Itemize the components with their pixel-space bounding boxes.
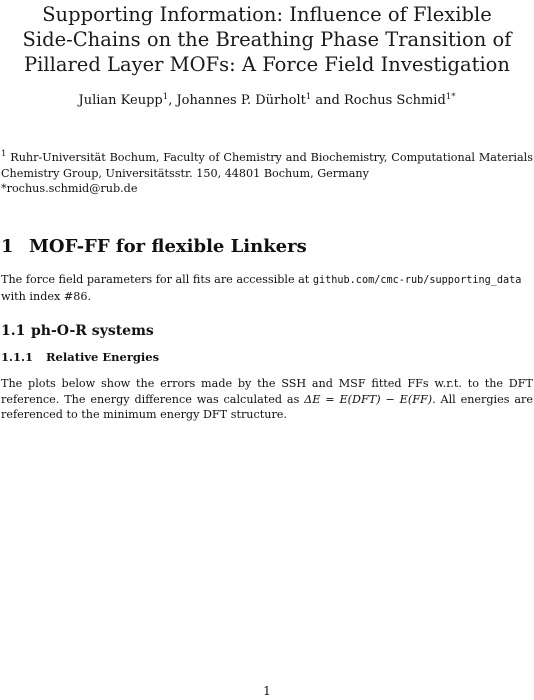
section-heading-1-1 bbox=[1, 323, 154, 339]
paragraph-line-3: referenced to the minimum energy DFT structure. bbox=[1, 408, 287, 421]
author-separator: and bbox=[311, 93, 344, 108]
title-line-3: Pillared Layer MOFs: A Force Field Investigation bbox=[24, 53, 510, 76]
affiliation-line-1: $^1$ Ruhr-Universität Bochum, Faculty of Chemistry and Biochemistry, Computational Materials bbox=[1, 149, 533, 164]
paragraph-line-1: The plots below show the errors made by the SSH and MSF fitted FFs w.r.t. to the DFT bbox=[1, 377, 533, 390]
corresponding-email[interactable]: *rochus.schmid@rub.de bbox=[1, 182, 138, 195]
author-list bbox=[0, 93, 534, 108]
author-durholt: Johannes P. Dürholt bbox=[176, 93, 306, 108]
paper-title bbox=[0, 2, 534, 77]
github-link[interactable]: github.com/cmc-rub/supporting_data bbox=[312, 275, 522, 286]
affiliation-line-2: Chemistry Group, Universitätsstr. 150, 44801 Bochum, Germany bbox=[1, 166, 369, 180]
section-heading-1 bbox=[1, 236, 307, 257]
paragraph-line-1: The force field parameters for all fits are accessible at github.com/cmc-rub/supporting_data bbox=[1, 273, 522, 286]
author-keupp: Julian Keupp bbox=[78, 93, 163, 108]
section-title: MOF-FF for flexible Linkers bbox=[29, 236, 307, 257]
page-number: 1 bbox=[263, 684, 271, 698]
section-number: 1.1 bbox=[1, 323, 26, 339]
section-title: ph-O-R systems bbox=[31, 323, 154, 339]
section-number: 1 bbox=[1, 236, 14, 257]
affil-marker: 1 bbox=[162, 92, 169, 102]
section-1-paragraph bbox=[1, 272, 533, 304]
affiliation-block bbox=[1, 150, 533, 197]
author-separator: , bbox=[168, 93, 177, 108]
energy-equation: ΔE = E(DFT) − E(FF) bbox=[304, 392, 433, 406]
section-1-1-1-paragraph bbox=[1, 376, 533, 423]
section-title: Relative Energies bbox=[46, 350, 160, 364]
affil-marker: 1 bbox=[1, 149, 7, 159]
affil-marker: 1 bbox=[305, 92, 312, 102]
affil-marker: 1* bbox=[445, 92, 456, 102]
title-line-1: Supporting Information: Influence of Flexible bbox=[42, 3, 492, 26]
section-heading-1-1-1 bbox=[1, 350, 159, 364]
paragraph-line-2: reference. The energy difference was calculated as ΔE = E(DFT) − E(FF). All energies are bbox=[1, 392, 533, 406]
paragraph-line-2: with index #86. bbox=[1, 289, 92, 303]
section-number: 1.1.1 bbox=[1, 350, 34, 364]
title-line-2: Side-Chains on the Breathing Phase Transition of bbox=[22, 28, 512, 51]
author-schmid: Rochus Schmid bbox=[343, 93, 446, 108]
